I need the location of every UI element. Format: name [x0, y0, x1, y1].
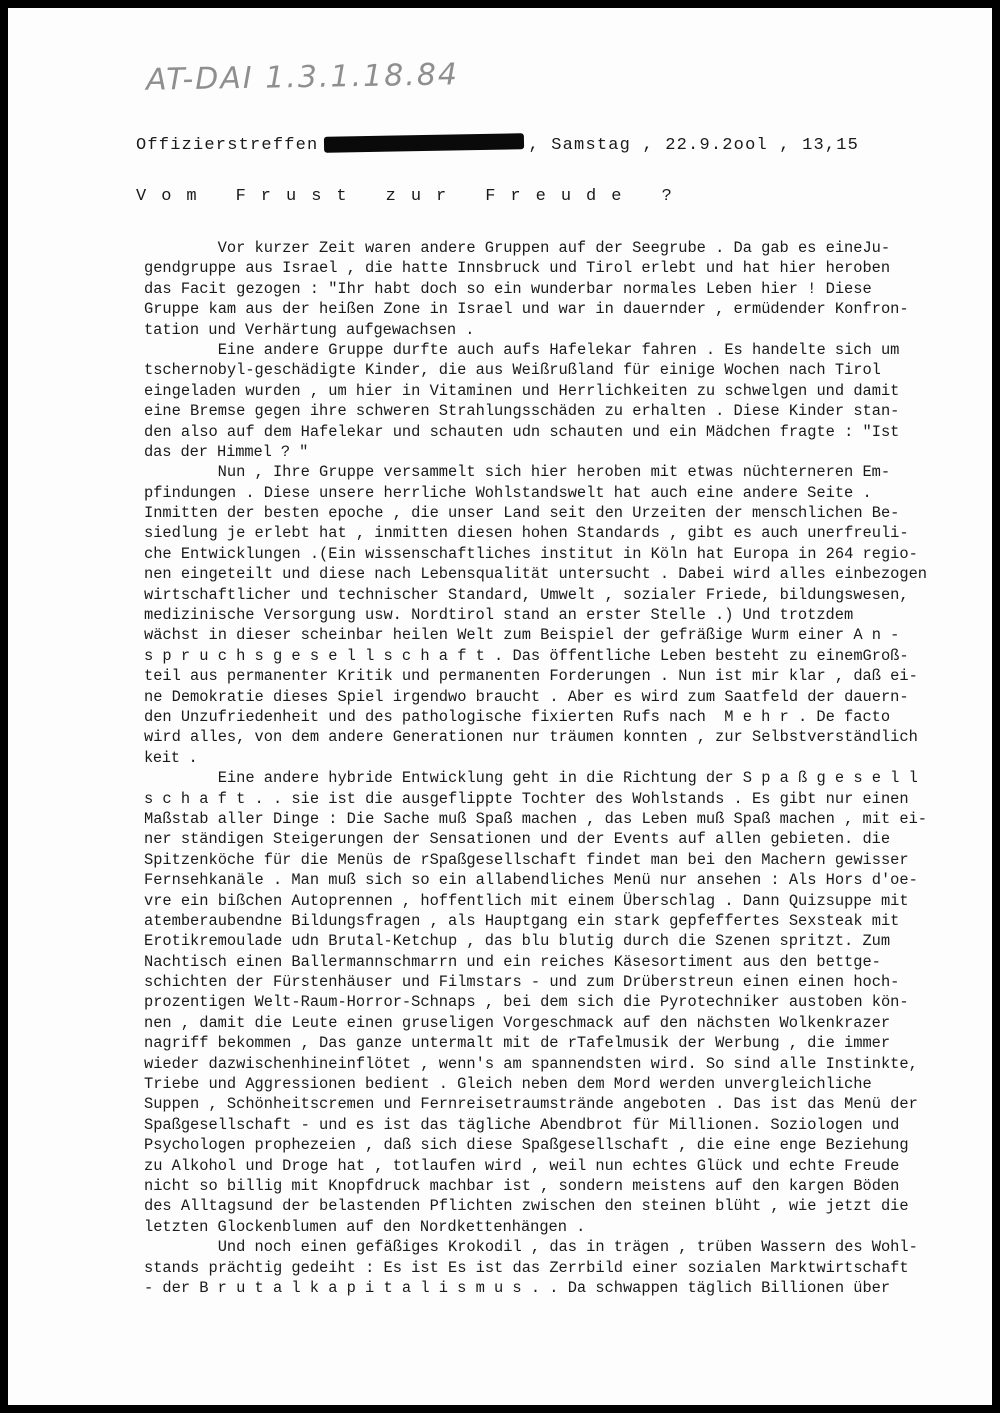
body-line: che Entwicklungen .(Ein wissenschaftliches institut in Köln hat Europa in 264 regio- [144, 544, 918, 563]
body-line: siedlung je erlebt hat , inmitten diesen hohen Standards , gibt es auch unerfreuli- [144, 524, 909, 543]
body-line: Erotikremoulade udn Brutal-Ketchup , das blu blutig durch die Szenen spritzt. Zum [144, 932, 891, 951]
body-line: den Unzufriedenheit und des pathologische fixierten Rufs nach M e h r . De facto [144, 707, 891, 726]
title-word: Frust [235, 187, 362, 206]
body-line: Eine andere Gruppe durfte auch aufs Hafelekar fahren . Es handelte sich um [144, 340, 900, 359]
body-line: letzten Glockenblumen auf den Nordkettenhängen . [144, 1217, 586, 1236]
body-line: Spitzenköche für die Menüs de rSpaßgesellschaft findet man bei den Machern gewisser [144, 850, 909, 869]
body-line: wird alles, von dem andere Generationen nur träumen konnten , zur Selbstverständlich [144, 728, 918, 747]
document-page [8, 8, 992, 1405]
body-line: vre ein bißchen Autoprennen , hoffentlich mit einem Überschlag . Dann Quizsuppe mit [144, 891, 909, 910]
document-title [136, 187, 711, 206]
title-word: Vom [136, 187, 212, 206]
body-line: pfindungen . Diese unsere herrliche Wohlstandswelt hat auch eine andere Seite . [144, 483, 872, 502]
body-line: atemberaubendne Bildungsfragen , als Hauptgang ein stark gepfeffertes Sexsteak mit [144, 911, 900, 930]
body-line: Eine andere hybride Entwicklung geht in die Richtung der S p a ß g e s e l l [144, 769, 918, 788]
body-line: wächst in dieser scheinbar heilen Welt zum Beispiel der gefräßige Wurm einer A n - [144, 626, 900, 645]
body-line: stands prächtig gedeiht : Es ist Es ist das Zerrbild einer sozialen Marktwirtschaft [144, 1258, 909, 1277]
body-line: Fernsehkanäle . Man muß sich so ein allabendliches Menü nur ansehen : Als Hors d'oe- [144, 871, 918, 890]
body-line: eine Bremse gegen ihre schweren Strahlungsschäden zu erhalten . Diese Kinder stan- [144, 402, 900, 421]
body-line: Nun , Ihre Gruppe versammelt sich hier heroben mit etwas nüchterneren Em- [144, 463, 891, 482]
body-line: s c h a f t . . sie ist die ausgeflippte Tochter des Wohlstands . Es gibt nur einen [144, 789, 909, 808]
header-date-time: , Samstag , 22.9.2ool , 13,15 [528, 136, 860, 155]
body-line: wirtschaftlicher und technischer Standard, Umwelt , sozialer Friede, bildungswesen, [144, 585, 909, 604]
body-line: s p r u c h s g e s e l l s c h a f t . Das öffentliche Leben besteht zu einemGroß- [144, 646, 909, 665]
body-line: Vor kurzer Zeit waren andere Gruppen auf der Seegrube . Da gab es eineJu- [144, 239, 891, 257]
body-line: - der B r u t a l k a p i t a l i s m u s . . Da schwappen täglich Billionen über [144, 1278, 891, 1297]
body-text [144, 238, 974, 1298]
redaction-mark [324, 133, 524, 152]
body-line: Triebe und Aggressionen bedient . Gleich neben dem Mord werden unvergleichliche [144, 1075, 872, 1094]
body-line: Suppen , Schönheitscremen und Fernreisetraumstrände angeboten . Das ist das Menü der [144, 1095, 918, 1114]
body-line: prozentigen Welt-Raum-Horror-Schnaps , bei dem sich die Pyrotechniker austoben kön- [144, 993, 909, 1012]
body-line: teil aus permanenter Kritik und permanenten Forderungen . Nun ist mir klar , daß ei- [144, 667, 918, 686]
body-line: Psychologen prophezeien , daß sich diese Spaßgesellschaft , die eine enge Beziehung [144, 1136, 909, 1155]
body-line: keit . [144, 748, 198, 767]
body-line: Spaßgesellschaft - und es ist das tägliche Abendbrot für Millionen. Soziologen und [144, 1115, 900, 1134]
body-line: medizinische Versorgung usw. Nordtirol stand an erster Stelle .) Und trotzdem [144, 606, 854, 625]
body-line: nagriff bekommen , Das ganze untermalt mit de rTafelmusik der Werbung , die immer [144, 1034, 891, 1053]
body-line: das Facit gezogen : "Ihr habt doch so ein wunderbar normales Leben hier ! Diese [144, 279, 872, 298]
body-line: tschernobyl-geschädigte Kinder, die aus Weißrußland für einige Wochen nach Tirol [144, 361, 881, 380]
body-line: den also auf dem Hafelekar und schauten udn schauten und ein Mädchen fragte : "Ist [144, 422, 900, 441]
body-line: Und noch einen gefäßiges Krokodil , das in trägen , trüben Wassern des Wohl- [144, 1238, 918, 1257]
body-line: nen , damit die Leute einen gruseligen Vorgeschmack auf den nächsten Wolkenkrazer [144, 1013, 891, 1032]
body-line: wieder dazwischenhineinflötet , wenn's am spannendsten wird. So sind alle Instinkte, [144, 1054, 918, 1073]
body-line: nicht so billig mit Knopfdruck machbar ist , sondern meistens auf den kargen Böden [144, 1176, 900, 1195]
body-line: des Alltagsund der belastenden Pflichten zwischen den steinen blüht , wie jetzt die [144, 1197, 909, 1216]
body-line: Gruppe kam aus der heißen Zone in Israel und war in dauernder , ermüdender Konfron- [144, 300, 909, 319]
archive-reference-handwritten: AT-DAI 1.3.1.18.84 [145, 57, 460, 98]
header-line [136, 135, 859, 155]
body-line: tation und Verhärtung aufgewachsen . [144, 320, 475, 339]
title-word: Freude ? [485, 187, 687, 206]
body-line: eingeladen wurden , um hier in Vitaminen und Herrlichkeiten zu schwelgen und damit [144, 381, 900, 400]
body-line: nen eingeteilt und diese nach Lebensqualität untersucht . Dabei wird alles einbezogen [144, 565, 928, 584]
body-line: ner ständigen Steigerungen der Sensationen und der Events auf allen gebieten. die [144, 830, 891, 849]
body-line: Inmitten der besten epoche , die unser Land seit den Urzeiten der menschlichen Be- [144, 504, 900, 523]
body-line: schichten der Fürstenhäuser und Filmstars - und zum Drüberstreun einen einen hoch- [144, 973, 900, 992]
body-line: das der Himmel ? " [144, 442, 309, 461]
body-line: Nachtisch einen Ballermannschmarrn und ein reiches Käsesortiment aus den bettge- [144, 952, 881, 971]
body-line: gendgruppe aus Israel , die hatte Innsbruck und Tirol erlebt und hat hier heroben [144, 259, 891, 278]
title-word: zur [385, 187, 462, 206]
body-line: ne Demokratie dieses Spiel irgendwo braucht . Aber es wird zum Saatfeld der dauern- [144, 687, 909, 706]
body-line: Maßstab aller Dinge : Die Sache muß Spaß machen , das Leben muß Spaß machen , mit ei- [144, 809, 928, 828]
body-line: zu Alkohol und Droge hat , totlaufen wird , weil nun echtes Glück und echte Freude [144, 1156, 900, 1175]
header-prefix: Offizierstreffen [136, 136, 319, 155]
